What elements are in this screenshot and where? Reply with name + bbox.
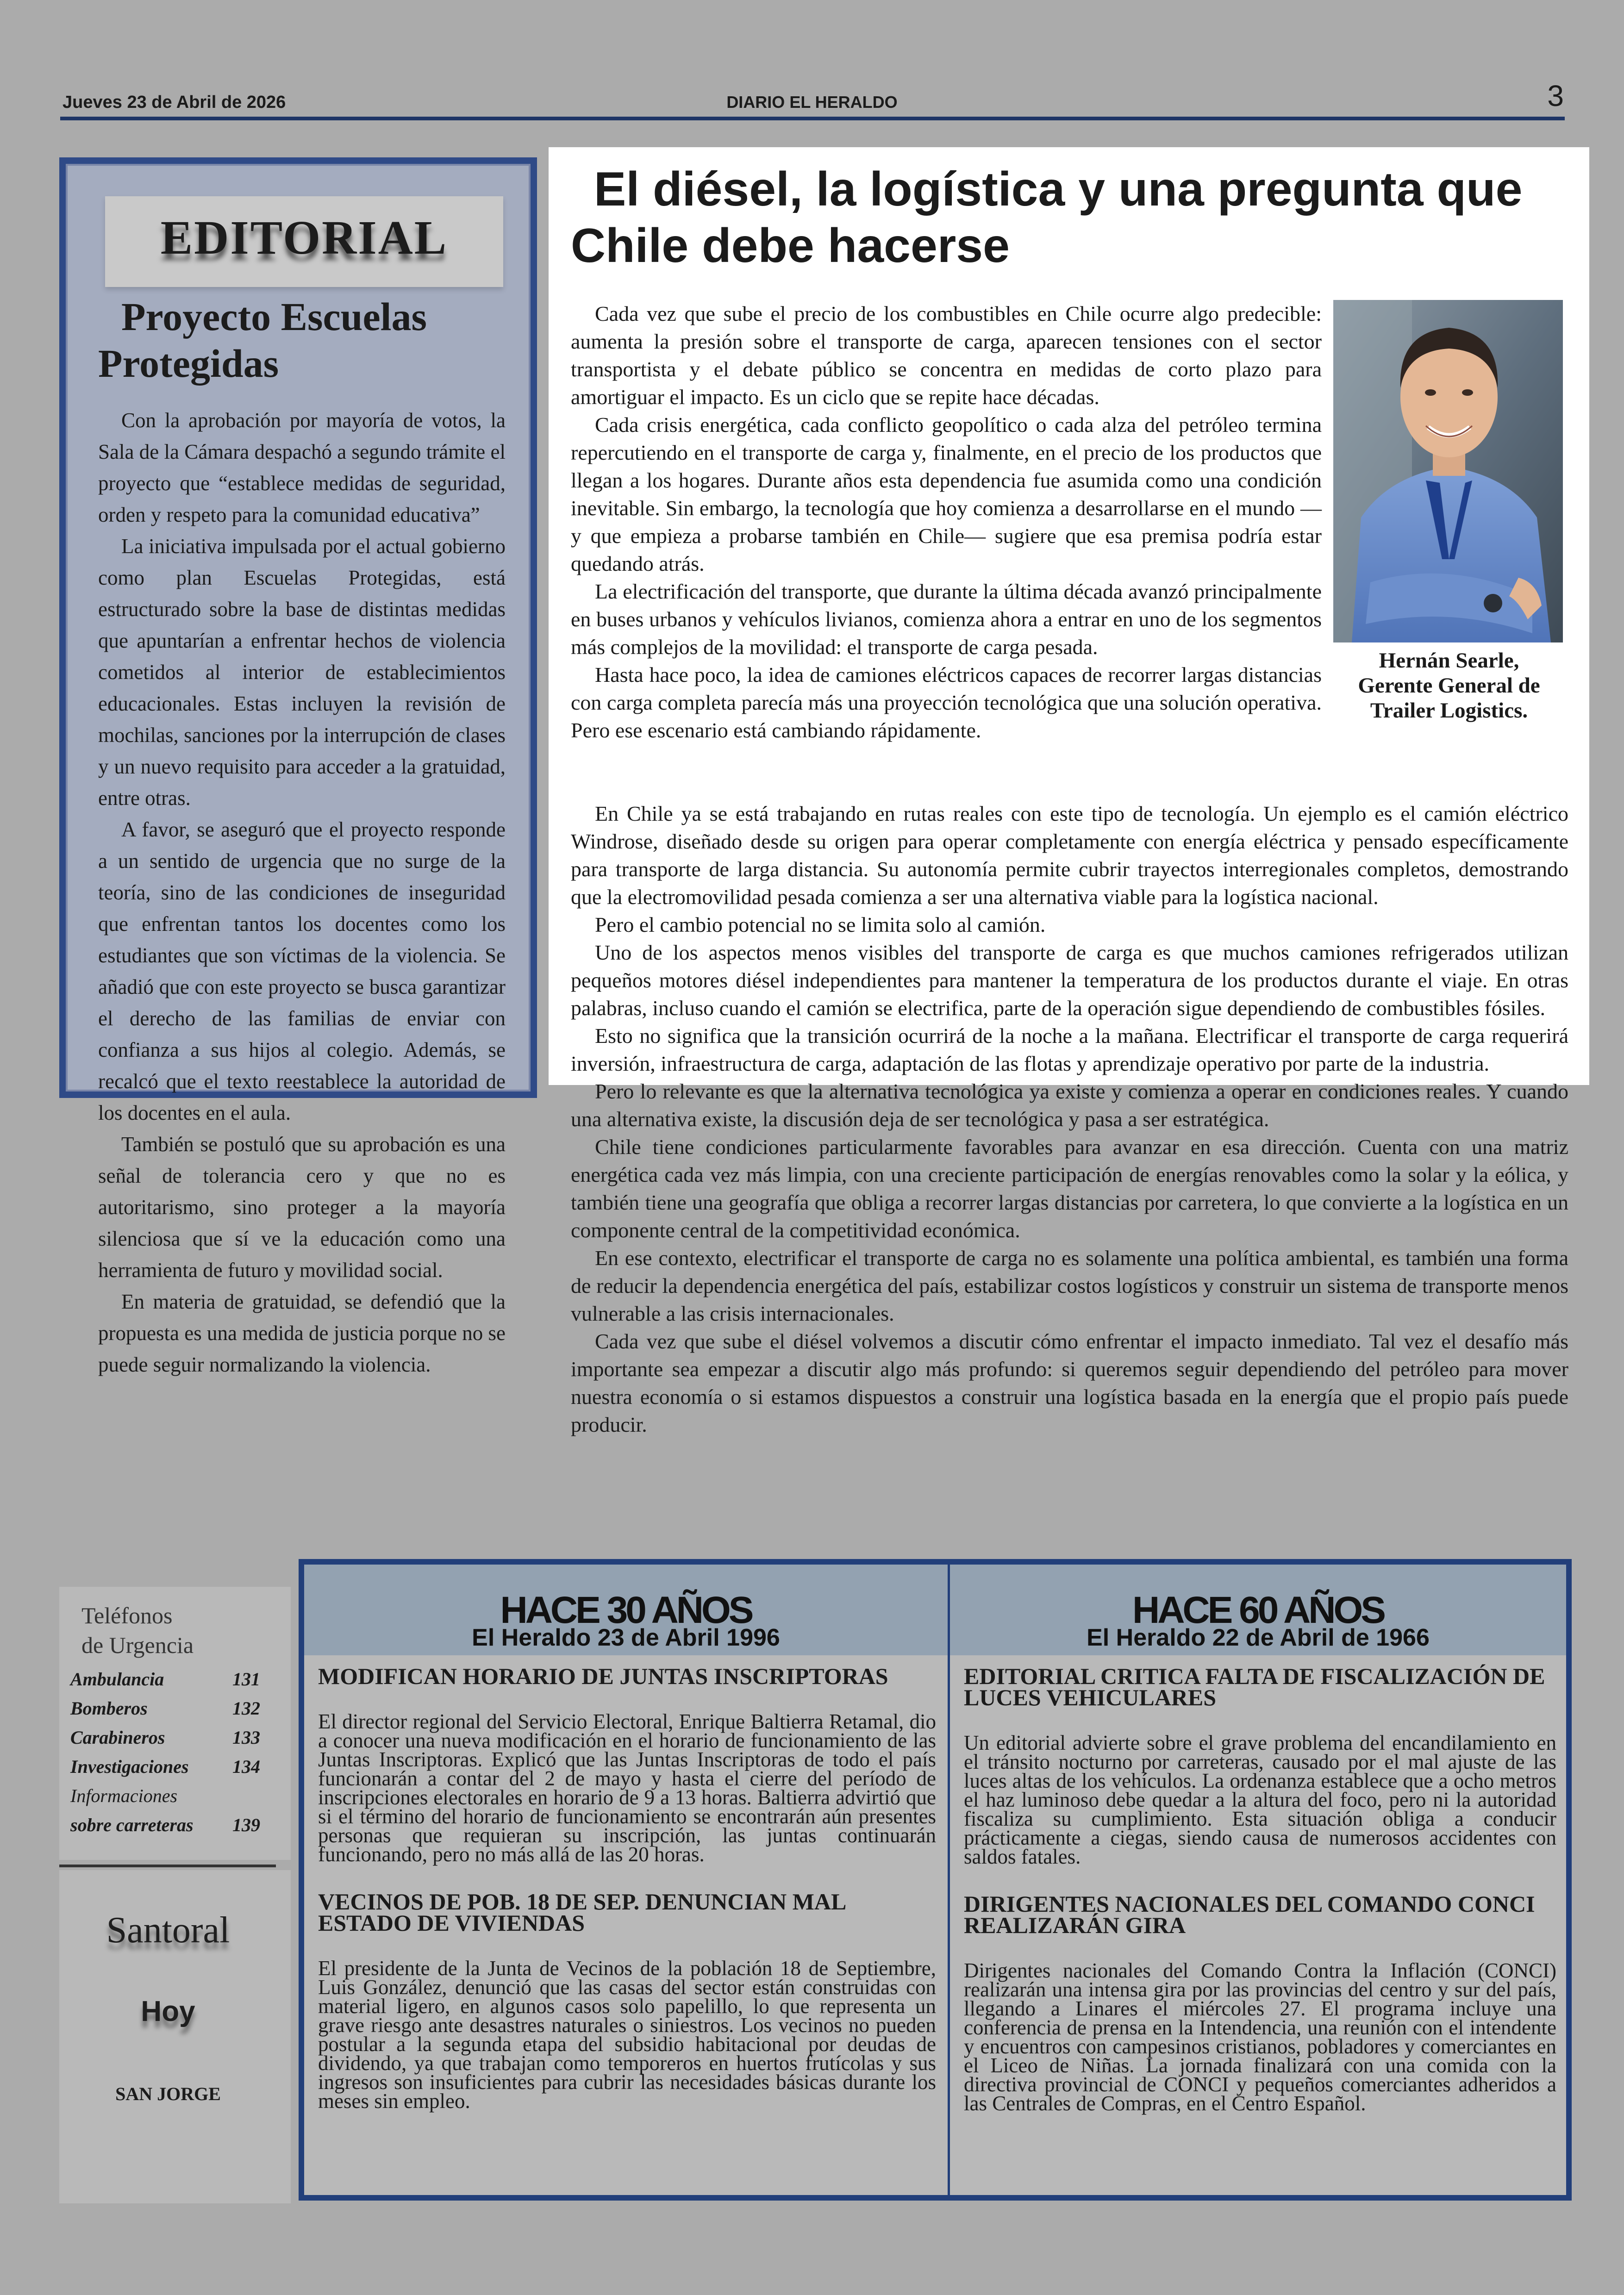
editorial-paragraph: También se postuló que su aprobación es una señal de tolerancia cero y que no es autoritarismo, sino proteger a la mayoría silenciosa que sí ve la educación como una herramienta de futuro y movilidad social.	[98, 1133, 506, 1282]
history-right-stories	[964, 1665, 1556, 2140]
story-body: El presidente de la Junta de Vecinos de la población 18 de Septiembre, Luis González, denunció que las casas del sector están construidas con material ligero, en algunos casos solo papelillo, lo que representa un grave riesgo ante desastres naturales o siniestros. Los vecinos no pueden postular a la segunda etapa del subsidio habitacional por deudas de dividendo, ya que trabajan como temporeros en huertos frutícolas y sus ingresos son insuficientes para cubrir las necesidades básicas durante los meses sin empleo.	[318, 1957, 936, 2113]
portrait-photo-icon	[1333, 300, 1563, 642]
article-body-wide	[571, 800, 1568, 1439]
story-headline: DIRIGENTES NACIONALES DEL COMANDO CONCI REALIZARÁN GIRA	[964, 1891, 1535, 1938]
article-body-narrow	[571, 300, 1322, 744]
article-headline-line-1: El diésel, la logística y una pregunta que	[594, 162, 1523, 216]
article-paragraph: En Chile ya se está trabajando en rutas reales con este tipo de tecnología. Un ejemplo es el camión eléctrico Windrose, diseñado desde su origen para operar completamente con energía eléctrica y pensado específicamente para transporte de larga distancia. Su autonomía permite cubrir trayectos interregionales completos, demostrando que la electromovilidad pesada comienza a ser una alternativa viable para la logística nacional.	[571, 802, 1568, 909]
story-body: Un editorial advierte sobre el grave problema del encandilamiento en el tránsito nocturno por carreteras, causado por el mal ajuste de las luces altas de los vehículos. La ordenanza establece que a ocho metros el haz luminoso debe quedar a la altura del foco, pero ni la autoridad fiscaliza su cumplimiento. Esta situación obliga a conducir prácticamente a ciegas, siendo causa de numerosos accidentes con saldos fatales.	[964, 1731, 1556, 1868]
phone-label: sobre carreteras	[70, 1815, 194, 1835]
phone-number: 134	[232, 1756, 260, 1777]
phone-row	[70, 1723, 269, 1752]
article-paragraph: Esto no significa que la transición ocurrirá de la noche a la mañana. Electrificar el transporte de carga requerirá inversión, infraestructura de carga, adaptación de las flotas y aprendizaje operativo por parte de la industria.	[571, 1024, 1568, 1075]
santoral-today-label: Hoy	[141, 1996, 195, 2027]
article-headline	[571, 161, 1571, 274]
emergency-phones-box	[59, 1587, 291, 1860]
phone-number: 132	[232, 1698, 260, 1719]
phone-label: Investigaciones	[70, 1756, 189, 1777]
page-number: 3	[1547, 79, 1564, 112]
phone-row	[70, 1694, 269, 1723]
header-rule	[60, 117, 1565, 120]
editorial-column	[59, 157, 537, 1376]
article-paragraph: Cada vez que sube el diésel volvemos a discutir cómo enfrentar el impacto inmediato. Tal vez el desafío más importante sea empezar a discutir algo más profundo: si queremos seguir dependiendo del petróleo para mover nuestra economía o si estamos dispuestos a construir una logística basada en la energía que el propio país puede producir.	[571, 1329, 1568, 1436]
phone-number: 131	[232, 1669, 260, 1690]
santoral-saint-name: SAN JORGE	[115, 2083, 221, 2104]
editorial-paragraph: Con la aprobación por mayoría de votos, la Sala de la Cámara despachó a segundo trámite el proyecto que “establece medidas de seguridad, orden y respeto para la comunidad educativa”	[98, 409, 506, 526]
caption-name: Hernán Searle,	[1379, 649, 1519, 673]
article-paragraph: Chile tiene condiciones particularmente favorables para avanzar en esa dirección. Cuenta con una matriz energética cada vez más limpia, con una creciente participación de energías renovables como la solar y la eólica, y también tiene una geografía que obliga a recorrer largas distancias por carretera, lo que convierte a la logística en un componente central de la competitividad económica.	[571, 1135, 1568, 1242]
newspaper-name: DIARIO EL HERALDO	[726, 93, 898, 112]
editorial-paragraph: A favor, se aseguró que el proyecto responde a un sentido de urgencia que no surge de la teoría, sino de las condiciones de inseguridad que enfrentan tantos los docentes como los estudiantes que son víctimas de la violencia. Se añadió que con este proyecto se busca garantizar el derecho de las familias de enviar con confianza a sus hijos al colegio. Además, se recalcó que el texto reestablece la autoridad de los docentes en el aula.	[98, 818, 506, 1124]
article-headline-line-2: Chile debe hacerse	[571, 219, 1010, 273]
issue-date: Jueves 23 de Abril de 2026	[62, 93, 286, 112]
article-paragraph: Cada crisis energética, cada conflicto geopolítico o cada alza del petróleo termina repercutiendo en el transporte de carga y, finalmente, en el precio de los productos que llegan a los hogares. Durante años esta dependencia fue asumida como una condición inevitable. Sin embargo, la tecnología que hoy comienza a desarrollarse en el mundo —y que empieza a probarse también en Chile— sugiere que esa premisa podría estar quedando atrás.	[571, 413, 1322, 575]
article-paragraph: Pero el cambio potencial no se limita solo al camión.	[595, 913, 1046, 936]
phone-label: Carabineros	[70, 1727, 165, 1748]
phone-label: Ambulancia	[70, 1669, 164, 1690]
editorial-paragraph: En materia de gratuidad, se defendió que la propuesta es una medida de justicia porque no se puede seguir normalizando la violencia.	[98, 1290, 506, 1376]
editorial-paragraph: La iniciativa impulsada por el actual gobierno como plan Escuelas Protegidas, está estructurado sobre la base de distintas medidas que apuntarían a enfrentar hechos de violencia cometidos al interior de establecimientos educacionales. Estas incluyen la revisión de mochilas, sanciones por la interrupción de clases y un nuevo requisito para acceder a la gratuidad, entre otras.	[98, 535, 506, 810]
phone-row	[70, 1665, 269, 1694]
photo-caption	[1331, 648, 1567, 723]
phone-number: 133	[232, 1727, 260, 1748]
caption-role: Gerente General de	[1358, 674, 1540, 698]
phones-title	[81, 1601, 194, 1660]
history-right-subtitle: El Heraldo 22 de Abril de 1966	[1087, 1624, 1430, 1651]
editorial-label-box	[105, 196, 503, 287]
history-left-stories	[318, 1665, 936, 2138]
phone-number: 139	[232, 1815, 260, 1835]
history-left-subtitle: El Heraldo 23 de Abril 1996	[472, 1624, 780, 1651]
article-paragraph: La electrificación del transporte, que durante la última década avanzó principalmente en buses urbanos y vehículos livianos, comienza ahora a entrar en uno de los segmentos más complejos de la movilidad: el transporte de carga pesada.	[571, 580, 1322, 659]
phone-label: Bomberos	[70, 1698, 148, 1719]
story-headline: EDITORIAL CRITICA FALTA DE FISCALIZACIÓN DE LUCES VEHICULARES	[964, 1663, 1545, 1710]
story-body: El director regional del Servicio Electoral, Enrique Baltierra Retamal, dio a conocer una nueva modificación en el horario de funcionamiento de las Juntas Inscriptoras. Explicó que las Juntas Inscriptoras de todo el país funcionarán a contar del 2 de mayo y hasta el cierre del período de inscripciones electorales en horario de 9 a 13 horas. Baltierra advirtió que si el término del horario de funcionamiento se encontrarán aún presentes personas que requieran su inscripción, las juntas continuarán funcionando, pero no más allá de las 20 horas.	[318, 1710, 936, 1866]
santoral-title: Santoral	[106, 1910, 230, 1951]
phones-title-line-1: Teléfonos	[81, 1603, 173, 1628]
history-box	[299, 1559, 1572, 2201]
phone-row	[70, 1752, 269, 1781]
article-paragraph: En ese contexto, electrificar el transporte de carga no es solamente una política ambiental, es también una forma de reducir la dependencia energética del país, estabilizar costos logísticos y construir un sistema de transporte menos vulnerable a las crisis internacionales.	[571, 1246, 1568, 1325]
editorial-headline	[98, 293, 506, 387]
caption-company: Trailer Logistics.	[1370, 698, 1528, 723]
main-article	[549, 147, 1589, 1436]
history-left-title: HACE 30 AÑOS	[500, 1589, 752, 1631]
santoral-box	[59, 1870, 291, 2203]
story-headline: MODIFICAN HORARIO DE JUNTAS INSCRIPTORAS	[318, 1663, 888, 1689]
article-paragraph: Hasta hace poco, la idea de camiones eléctricos capaces de recorrer largas distancias con carga completa parecía más una proyección tecnológica que una solución operativa. Pero ese escenario está cambiando rápidamente.	[571, 663, 1322, 742]
article-paragraph: Uno de los aspectos menos visibles del transporte de carga es que muchos camiones refrigerados utilizan pequeños motores diésel independientes para mantener la temperatura de los productos durante el viaje. En otras palabras, incluso cuando el camión se electrifica, parte de la operación sigue dependiendo de combustibles fósiles.	[571, 941, 1568, 1020]
story-body: Dirigentes nacionales del Comando Contra la Inflación (CONCI) realizarán una intensa gira por las provincias del centro y sur del país, llegando a Linares el miércoles 27. El programa incluye una conferencia de prensa en la Intendencia, una reunión con el intendente y encuentros con campesinos cristianos, pobladores y comerciantes en el Liceo de Niñas. La jornada finalizará con una comida con la directiva provincial de CONCI y pequeños comerciantes adheridos a las Centrales de Compras, en el Centro Español.	[964, 1959, 1556, 2115]
article-paragraph: Cada vez que sube el precio de los combustibles en Chile ocurre algo predecible: aumenta la presión sobre el transporte de carga, aparecen tensiones con el sector transportista y el debate público se concentra en medidas de corto plazo para amortiguar el impacto. Es un ciclo que se repite hace décadas.	[571, 302, 1322, 409]
history-right-title: HACE 60 AÑOS	[1132, 1589, 1384, 1631]
phones-list	[70, 1665, 288, 1840]
phone-info-note: Informaciones	[70, 1785, 178, 1806]
editorial-body	[98, 405, 506, 1380]
phone-row	[70, 1810, 269, 1840]
article-paragraph: Pero lo relevante es que la alternativa tecnológica ya existe y comienza a operar en condiciones reales. Y cuando una alternativa existe, la discusión deja de ser tecnológica y pasa a ser estratégica.	[571, 1079, 1568, 1131]
phones-title-line-2: de Urgencia	[81, 1632, 194, 1658]
editorial-label: EDITORIAL	[160, 211, 448, 264]
story-headline: VECINOS DE POB. 18 DE SEP. DENUNCIAN MAL ESTADO DE VIVIENDAS	[318, 1889, 845, 1936]
phones-divider	[59, 1865, 276, 1867]
history-divider	[948, 1565, 950, 2195]
editorial-headline-line-1: Proyecto Escuelas	[121, 294, 427, 339]
editorial-headline-line-2: Protegidas	[98, 341, 279, 386]
